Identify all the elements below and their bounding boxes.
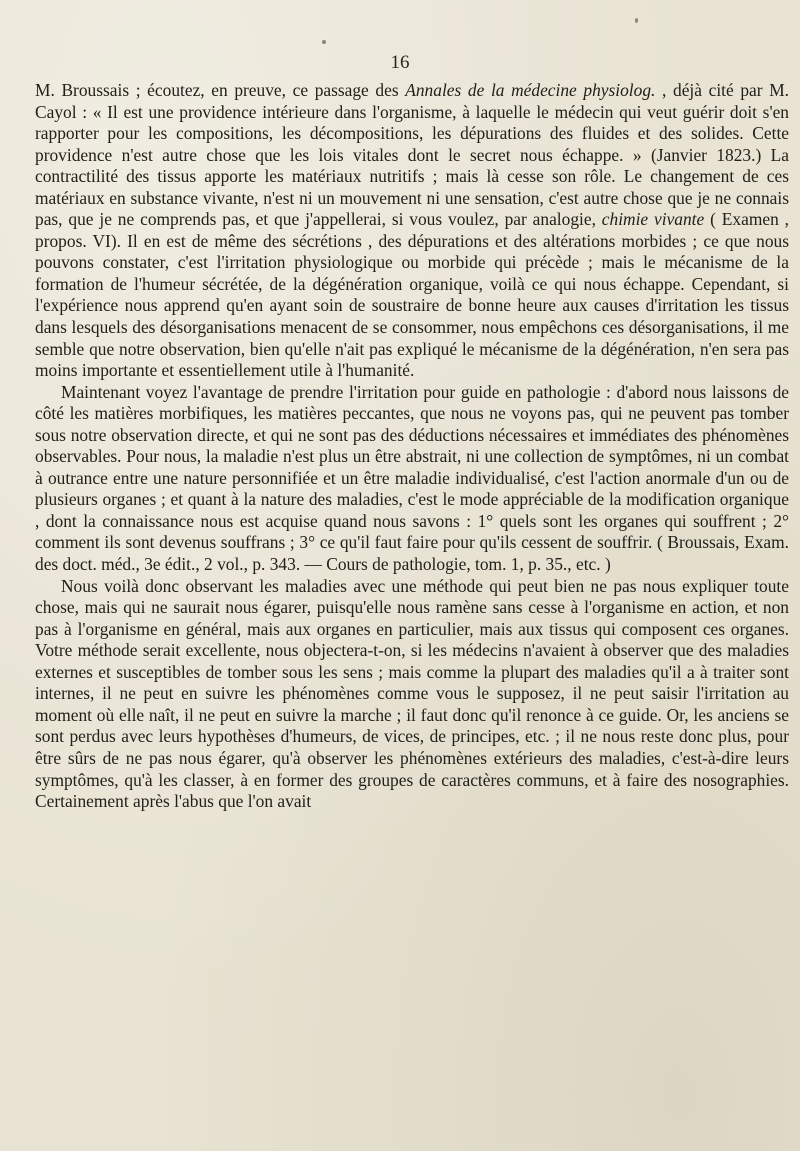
text-run: ( Examen , propos. VI). Il en est de même des sécrétions , des dépurations et des altérations morbides ; ce que nous pouvons constater, c'est l'irritation physiologique ou morbide qui précède ; mais le mécanisme de la formation de l'humeur sécrétée, de la dégénération organique, voilà ce qui nous échappe. Cependant, si l'expérience nous apprend qu'en ayant soin de soustraire de bonne heure aux causes d'irritation les tissus dans lesquels des désorganisations menacent de se consommer, nous empêchons ces désorganisations, il me semble que notre observation, bien qu'elle n'ait pas expliqué le mécanisme de la dégénération, n'en sera pas moins importante et essentiellement utile à l'humanité. bbox=[35, 209, 789, 381]
text-run: , déjà cité par M. Cayol : « Il est une providence intérieure dans l'organisme, à laquelle le médecin qui veut guérir doit s'en rapporter pour les compositions, les décompositions, les dépurations des fluides et des solides. Cette providence n'est autre chose que les lois vitales dont le secret nous échappe. » (Janvier 1823.) La contractilité des tissus apporte les matériaux nutritifs ; mais là cesse son rôle. Le changement de ces matériaux en substance vivante, n'est ni un mouvement ni une sensation, c'est autre chose que je ne connais pas, que je ne comprends pas, et que j'appellerai, si vous voulez, par analogie, bbox=[35, 80, 789, 230]
paper-spot bbox=[322, 40, 326, 44]
text-run: Nous voilà donc observant les maladies avec une méthode qui peut bien ne pas nous expliquer toute chose, mais qui ne saurait nous égarer, puisqu'elle nous ramène sans cesse à l'organisme en action, et non pas à l'organisme en général, mais aux organes en particulier, mais aux tissus qui composent ces organes. Votre méthode serait excellente, nous objectera-t-on, si les médecins n'avaient à observer que des maladies externes et susceptibles de tomber sous les sens ; mais comme la plupart des maladies qu'il a à traiter sont internes, il ne peut en suivre les phénomènes comme vous le supposez, il ne peut saisir l'irritation au moment où elle naît, il ne peut en suivre la marche ; il faut donc qu'il renonce à ce guide. Or, les anciens se sont perdus avec leurs hypothèses d'humeurs, de vices, de principes, etc. ; il ne nous reste donc plus, pour être sûrs de ne pas nous égarer, qu'à observer les phénomènes extérieurs des maladies, c'est-à-dire leurs symptômes, qu'à les classer, à en former des groupes de caractères communs, et à faire des nosographies. Certainement après l'abus que l'on avait bbox=[35, 575, 789, 812]
text-run: Maintenant voyez l'avantage de prendre l'irritation pour guide en pathologie : d'abord nous laissons de côté les matières morbifiques, les matières peccantes, que nous ne voyons pas, qui ne peuvent pas tomber sous notre observation directe, et qui ne sont pas des déductions nécessaires et immédiates des phénomènes observables. Pour nous, la maladie n'est plus un être abstrait, ni une collection de symptômes, ni un combat à outrance entre une nature personnifiée et un être maladie individualisé, c'est l'action anormale d'un ou de plusieurs organes ; et quant à la nature des maladies, c'est le mode appréciable de la modification organique , dont la connaissance nous est acquise quand nous savons : 1° quels sont les organes qui souffrent ; 2° comment ils sont devenus souffrans ; 3° ce qu'il faut faire pour qu'ils cessent de souffrir. ( Broussais, Exam. des doct. méd., 3e édit., 2 vol., p. 343. — Cours de pathologie, tom. 1, p. 35., etc. ) bbox=[35, 381, 789, 575]
text-run: M. Broussais ; écoutez, en preuve, ce passage des bbox=[35, 80, 406, 100]
paragraph bbox=[35, 80, 789, 382]
italic-term: chimie vivante bbox=[601, 209, 705, 230]
page-number: 16 bbox=[390, 52, 410, 73]
paragraph bbox=[35, 382, 789, 576]
paper-spot bbox=[635, 18, 638, 23]
italic-title: Annales de la médecine physiolog. bbox=[405, 80, 656, 100]
paragraph bbox=[35, 576, 789, 813]
body-text bbox=[35, 80, 789, 813]
